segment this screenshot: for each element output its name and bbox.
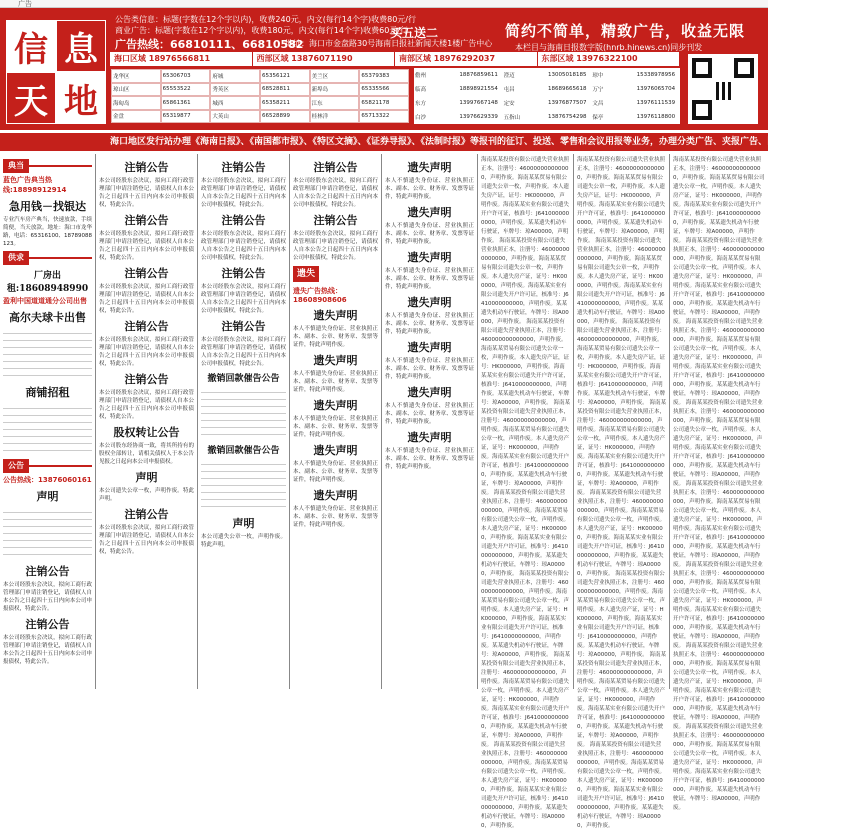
phone-cell: 68528811 [260,83,310,97]
ad-title: 注销公告 [25,618,70,631]
ad-title: 遗失声明 [313,354,358,367]
phone-cell: 15338978956 [636,72,676,78]
ad-title: 遗失声明 [313,399,358,412]
phone-cell: 新埠岛 [310,83,360,97]
section-hotline: 公告热线：13876060161 [3,476,92,484]
section-header-gonggao [3,459,92,473]
phone-table-regions [414,68,680,124]
ad-title: 厂房出租:18608948990 [6,271,89,294]
section-header-gongqiu [3,251,92,265]
phone-cell: 琼山区 [111,83,161,97]
ad-title: 遗失声明 [407,251,452,264]
ad-title: 遗失声明 [407,431,452,444]
ad-text: 本人不慎遗失身份证、营业执照正本、副本、公章、财务章、发票等证件，特此声明作废。 [293,326,378,348]
ad-title: 遗失声明 [407,296,452,309]
section-tag: 公告 [3,459,29,473]
ad-title: 遗失声明 [313,444,358,457]
ad-title: 注销公告 [124,161,169,174]
phone-cell: 65319877 [161,110,211,124]
phone-cell: 18898921554 [459,86,498,92]
ad-text: 本公司经股东会决议，拟向工商行政管理部门申请注销登记，请债权人自本公告之日起四十五日内向本公司申报债权，特此公告。 [99,337,194,367]
region-west: 西部区域 13876071190 [253,52,396,66]
ad-title: 注销公告 [313,161,358,174]
column-8 [670,154,768,811]
slogan: 简约不简单，精致广告，收益无限 [505,22,746,40]
phone-cell: 65553522 [161,83,211,97]
pricing-line-1: 公告类信息：标题(字数在12个字以内)，收费240元，内文(每行14个字)收费80元/行 [115,15,416,24]
phone-cell: 18876859611 [459,72,498,78]
ad-text: 本公司遗失公章一枚，声明作废。特此声明。 [99,488,194,502]
ad-text-block [3,506,92,560]
section-hotline: 遗失广告热线：18608908606 [293,287,347,304]
qr-code[interactable] [688,54,758,124]
yishi-stamp: 遗失 [293,266,319,282]
ad-title: 遗失声明 [313,309,358,322]
ad-text: 本人不慎遗失身份证、营业执照正本、副本、公章、财务章、发票等证件，特此声明作废。 [385,358,474,380]
ad-text: 本公司遗失公章一枚，声明作废。特此声明。 [201,534,286,548]
phone-cell: 秀英区 [210,83,260,97]
ad-text: 本公司经股东会决议，拟向工商行政管理部门申请注销登记，请债权人自本公告之日起四十五日内向本公司申报债权，特此公告。 [99,525,194,555]
ad-title: 注销公告 [124,320,169,333]
phone-cell: 屯昌 [503,87,515,93]
ad-title: 注销公告 [221,214,266,227]
phone-cell: 临高 [415,87,427,93]
phone-cell: 13976877507 [547,100,587,106]
ad-title: 注销公告 [124,373,169,386]
phone-cell: 65379383 [359,69,409,83]
phone-cell: 琼中 [592,73,604,79]
phone-cell: 13876754298 [547,114,587,120]
column-5 [382,154,478,689]
header-banner [0,8,768,130]
section-header-dianbao [3,159,92,173]
logo-char: 息 [56,20,106,72]
ad-text: 本人不慎遗失身份证、营业执照正本、副本、公章、财务章、发票等证件，特此声明作废。 [385,403,474,425]
phone-cell: 美兰区 [310,69,360,83]
phone-cell: 13976118800 [636,114,676,120]
ad-title: 声明 [135,471,158,484]
ad-text-block [3,402,92,456]
classified-body [0,154,768,829]
ad-title: 声明 [232,517,255,530]
section-tag: 供求 [3,251,29,265]
ad-title: 注销公告 [124,267,169,280]
phone-cell: 江东 [310,96,360,110]
logo [6,20,106,124]
phone-cell: 66528899 [260,110,310,124]
phone-cell: 65356121 [260,69,310,83]
ad-title: 注销公告 [124,214,169,227]
slogan-sub: 本栏目与海南日报数字版(hnrb.hinews.cn)同步刊发 [515,43,703,52]
ad-title: 注销公告 [221,320,266,333]
ad-title: 遗失声明 [313,489,358,502]
phone-table-haikou [110,68,410,124]
ad-text: 本公司经股东会决议，拟向工商行政管理部门申请注销登记，请债权人自本公告之日起四十五日内向本公司申报债权，特此公告。 [3,582,92,612]
ad-text: 本公司经股东会决议，拟向工商行政管理部门申请注销登记，请债权人自本公告之日起四十五日内向本公司申报债权，特此公告。 [99,390,194,420]
ad-text: 本公司经股东会决议，拟向工商行政管理部门申请注销登记，请债权人自本公告之日起四十五日内向本公司申报债权，特此公告。 [99,284,194,314]
ad-text: 本公司经股东会决议，拟向工商行政管理部门申请注销登记，请债权人自本公告之日起四十五日内向本公司申报债权，特此公告。 [99,178,194,208]
ad-text: 本公司股东经协商一致，将其所持有的股权全部转让，请相关债权人于本公告见报之日起向本公司申报债权。 [99,443,194,465]
logo-char: 信 [6,20,56,72]
ad-title: 商铺招租 [25,386,70,399]
ad-text: 本人不慎遗失身份证、营业执照正本、副本、公章、财务章、发票等证件，特此声明作废。 [385,178,474,200]
page-label: 广告 [18,0,32,8]
ad-text: 本人不慎遗失身份证、营业执照正本、副本、公章、财务章、发票等证件，特此声明作废。 [385,268,474,290]
phone-cell: 65861361 [161,96,211,110]
phone-cell: 65306703 [161,69,211,83]
ad-text: 本人不慎遗失身份证、营业执照正本、副本、公章、财务章、发票等证件，特此声明作废。 [293,506,378,528]
ad-text: 本人不慎遗失身份证、营业执照正本、副本、公章、财务章、发票等证件，特此声明作废。 [385,223,474,245]
notice-bar: 海口地区发行站办理《海南日报》、《南国都市报》、《特区文摘》、《证券导报》、《法制时报》等报刊的征订、投送、零售和会议用报等业务，办理分类广告、夹报广告、旧报回收及其它业务。 [0,133,768,151]
ad-title: 注销公告 [25,565,70,578]
ad-title: 注销公告 [221,161,266,174]
phone-cell: 65821178 [359,96,409,110]
column-4 [290,154,382,689]
ad-text: 本人不慎遗失身份证、营业执照正本、副本、公章、财务章、发票等证件，特此声明作废。 [385,448,474,470]
phone-cell: 保亭 [592,115,604,121]
ad-title: 急用钱－找银达 [9,200,86,213]
region-south: 南部区域 18976292037 [395,52,538,66]
phone-cell: 儋州 [415,73,427,79]
yishi-list: 海南某某投资有限公司遗失营业执照正本，注册号：460000000000000，声明作废。海南某某贸易有限公司遗失公章一枚，声明作废。本人遗失房产证，证号：HK000000，声明作废。海南某某实业有限公司遗失开户许可证，核准号：J6410000000000，声明作废。某某遗失机动车行驶证，车牌号：琼A00000，声明作废。 海南某某投资有限公司遗失营业执照正本，注册号：460000000000000，声明作废。海南某某贸易有限公司遗失公章一枚，声明作废。本人遗失房产证，证号：HK000000，声明作废。海南某某实业有限公司遗失开户许可证，核准号：J6410000000000，声明作废。某某遗失机动车行驶证，车牌号：琼A00000，声明作废。 海南某某投资有限公司遗失营业执照正本，注册号：460000000000000，声明作废。海南某某贸易有限公司遗失公章一枚，声明作废。本人遗失房产证，证号：HK000000，声明作废。海南某某实业有限公司遗失开户许可证，核准号：J6410000000000，声明作废。某某遗失机动车行驶证，车牌号：琼A00000，声明作废。 海南某某投资有限公司遗失营业执照正本，注册号：460000000000000，声明作废。海南某某贸易有限公司遗失公章一枚，声明作废。本人遗失房产证，证号：HK000000，声明作废。海南某某实业有限公司遗失开户许可证，核准号：J6410000000000，声明作废。某某遗失机动车行驶证，车牌号：琼A00000，声明作废。 海南某某投资有限公司遗失营业执照正本，注册号：460000000000000，声明作废。海南某某贸易有限公司遗失公章一枚，声明作废。本人遗失房产证，证号：HK000000，声明作废。海南某某实业有限公司遗失开户许可证，核准号：J6410000000000，声明作废。某某遗失机动车行驶证，车牌号：琼A00000，声明作废。 海南某某投资有限公司遗失营业执照正本，注册号：460000000000000，声明作废。海南某某贸易有限公司遗失公章一枚，声明作废。本人遗失房产证，证号：HK000000，声明作废。海南某某实业有限公司遗失开户许可证，核准号：J6410000000000，声明作废。某某遗失机动车行驶证，车牌号：琼A00000，声明作废。 海南某某投资有限公司遗失营业执照正本，注册号：460000000000000，声明作废。海南某某贸易有限公司遗失公章一枚，声明作废。本人遗失房产证，证号：HK000000，声明作废。海南某某实业有限公司遗失开户许可证，核准号：J6410000000000，声明作废。某某遗失机动车行驶证，车牌号：琼A00000，声明作废。 海南某某投资有限公司遗失营业执照正本，注册号：460000000000000，声明作废。海南某某贸易有限公司遗失公章一枚，声明作废。本人遗失房产证，证号：HK000000，声明作废。海南某某实业有限公司遗失开户许可证，核准号：J6410000000000，声明作废。某某遗失机动车行驶证，车牌号：琼A00000，声明作废。 [673,157,765,811]
ad-text: 本公司经股东会决议，拟向工商行政管理部门申请注销登记，请债权人自本公告之日起四十五日内向本公司申报债权，特此公告。 [201,337,286,367]
ad-text: 本公司经股东会决议，拟向工商行政管理部门申请注销登记，请债权人自本公告之日起四十五日内向本公司申报债权，特此公告。 [201,231,286,261]
phone-cell: 13976065704 [636,86,676,92]
ad-title: 注销公告 [124,508,169,521]
phone-cell: 白沙 [415,115,427,121]
ad-title: 遗失声明 [407,341,452,354]
ad-title: 注销公告 [313,214,358,227]
phone-cell: 13976111539 [636,100,676,106]
section-hotline: 蓝色广告典当热线:18898912914 [3,176,67,194]
ad-text: 本人不慎遗失身份证、营业执照正本、副本、公章、财务章、发票等证件，特此声明作废。 [293,461,378,483]
region-east: 东部区域 13976322100 [538,52,681,66]
ad-title: 遗失声明 [407,206,452,219]
phone-cell: 13976629339 [459,114,498,120]
ad-text: 本公司经股东会决议，拟向工商行政管理部门申请注销登记，请债权人自本公告之日起四十五日内向本公司申报债权，特此公告。 [201,178,286,208]
column-2 [96,154,198,689]
ad-text: 本公司经股东会决议，拟向工商行政管理部门申请注销登记，请债权人自本公告之日起四十五日内向本公司申报债权，特此公告。 [3,635,92,665]
ad-title: 遗失声明 [407,386,452,399]
logo-char: 地 [56,72,106,124]
phone-cell: 65358211 [260,96,310,110]
section-tag: 典当 [3,159,29,173]
phone-cell: 城西 [210,96,260,110]
ad-title: 注销公告 [221,267,266,280]
phone-cell: 万宁 [592,87,604,93]
page-label-strip [0,0,768,8]
phone-cell: 府城 [210,69,260,83]
ad-title: 撤销回款催告公告 [207,446,280,456]
ad-text: 本公司经股东会决议，拟向工商行政管理部门申请注销登记，请债权人自本公告之日起四十五日内向本公司申报债权，特此公告。 [293,231,378,261]
ad-title: 撤销回款催告公告 [207,374,280,384]
ad-text: 本公司经股东会决议，拟向工商行政管理部门申请注销登记，请债权人自本公告之日起四十五日内向本公司申报债权，特此公告。 [293,178,378,208]
hotline: 广告热线：66810111、66810582 [115,38,304,51]
phone-cell: 桂林洋 [310,110,360,124]
ad-text: 本公司经股东会决议，拟向工商行政管理部门申请注销登记，请债权人自本公告之日起四十五日内向本公司申报债权，特此公告。 [201,284,286,314]
phone-cell: 13997667148 [459,100,498,106]
phone-cell: 文昌 [592,101,604,107]
ad-text-block [201,386,286,440]
ad-text-block [201,458,286,512]
ad-text: 专业汽车房产典当，快速放款，手续简便，当天放款。地址：海口市龙华路，电话：65316100、18789088123。 [3,217,92,247]
phone-cell: 金盘 [111,110,161,124]
pricing-line-2: 商业广告：标题(字数在12个字以内)，收费180元，内文(每行14个字)收费60元/行 [115,26,408,35]
phone-cell: 五指山 [503,115,521,121]
phone-cell: 65713322 [359,110,409,124]
column-7 [574,154,670,829]
ad-text: 本公司经股东会决议，拟向工商行政管理部门申请注销登记，请债权人自本公告之日起四十五日内向本公司申报债权，特此公告。 [99,231,194,261]
region-haikou: 海口区域 18976566811 [110,52,253,66]
yishi-list: 海南某某投资有限公司遗失营业执照正本，注册号：460000000000000，声明作废。海南某某贸易有限公司遗失公章一枚，声明作废。本人遗失房产证，证号：HK000000，声明作废。海南某某实业有限公司遗失开户许可证，核准号：J6410000000000，声明作废。某某遗失机动车行驶证，车牌号：琼A00000，声明作废。 海南某某投资有限公司遗失营业执照正本，注册号：460000000000000，声明作废。海南某某贸易有限公司遗失公章一枚，声明作废。本人遗失房产证，证号：HK000000，声明作废。海南某某实业有限公司遗失开户许可证，核准号：J6410000000000，声明作废。某某遗失机动车行驶证，车牌号：琼A00000，声明作废。 海南某某投资有限公司遗失营业执照正本，注册号：460000000000000，声明作废。海南某某贸易有限公司遗失公章一枚，声明作废。本人遗失房产证，证号：HK000000，声明作废。海南某某实业有限公司遗失开户许可证，核准号：J6410000000000，声明作废。某某遗失机动车行驶证，车牌号：琼A00000，声明作废。 海南某某投资有限公司遗失营业执照正本，注册号：460000000000000，声明作废。海南某某贸易有限公司遗失公章一枚，声明作废。本人遗失房产证，证号：HK000000，声明作废。海南某某实业有限公司遗失开户许可证，核准号：J6410000000000，声明作废。某某遗失机动车行驶证，车牌号：琼A00000，声明作废。 海南某某投资有限公司遗失营业执照正本，注册号：460000000000000，声明作废。海南某某贸易有限公司遗失公章一枚，声明作废。本人遗失房产证，证号：HK000000，声明作废。海南某某实业有限公司遗失开户许可证，核准号：J6410000000000，声明作废。某某遗失机动车行驶证，车牌号：琼A00000，声明作废。 海南某某投资有限公司遗失营业执照正本，注册号：460000000000000，声明作废。海南某某贸易有限公司遗失公章一枚，声明作废。本人遗失房产证，证号：HK000000，声明作废。海南某某实业有限公司遗失开户许可证，核准号：J6410000000000，声明作废。某某遗失机动车行驶证，车牌号：琼A00000，声明作废。 海南某某投资有限公司遗失营业执照正本，注册号：460000000000000，声明作废。海南某某贸易有限公司遗失公章一枚，声明作废。本人遗失房产证，证号：HK000000，声明作废。海南某某实业有限公司遗失开户许可证，核准号：J6410000000000，声明作废。某某遗失机动车行驶证，车牌号：琼A00000，声明作废。 海南某某投资有限公司遗失营业执照正本，注册号：460000000000000，声明作废。海南某某贸易有限公司遗失公章一枚，声明作废。本人遗失房产证，证号：HK000000，声明作废。海南某某实业有限公司遗失开户许可证，核准号：J6410000000000，声明作废。某某遗失机动车行驶证，车牌号：琼A00000，声明作废。 [577,157,667,829]
region-bar [110,52,680,66]
yishi-list: 海南某某投资有限公司遗失营业执照正本，注册号：460000000000000，声明作废。海南某某贸易有限公司遗失公章一枚，声明作废。本人遗失房产证，证号：HK000000，声明作废。海南某某实业有限公司遗失开户许可证，核准号：J6410000000000，声明作废。某某遗失机动车行驶证，车牌号：琼A00000，声明作废。 海南某某投资有限公司遗失营业执照正本，注册号：460000000000000，声明作废。海南某某贸易有限公司遗失公章一枚，声明作废。本人遗失房产证，证号：HK000000，声明作废。海南某某实业有限公司遗失开户许可证，核准号：J6410000000000，声明作废。某某遗失机动车行驶证，车牌号：琼A00000，声明作废。 海南某某投资有限公司遗失营业执照正本，注册号：460000000000000，声明作废。海南某某贸易有限公司遗失公章一枚，声明作废。本人遗失房产证，证号：HK000000，声明作废。海南某某实业有限公司遗失开户许可证，核准号：J6410000000000，声明作废。某某遗失机动车行驶证，车牌号：琼A00000，声明作废。 海南某某投资有限公司遗失营业执照正本，注册号：460000000000000，声明作废。海南某某贸易有限公司遗失公章一枚，声明作废。本人遗失房产证，证号：HK000000，声明作废。海南某某实业有限公司遗失开户许可证，核准号：J6410000000000，声明作废。某某遗失机动车行驶证，车牌号：琼A00000，声明作废。 海南某某投资有限公司遗失营业执照正本，注册号：460000000000000，声明作废。海南某某贸易有限公司遗失公章一枚，声明作废。本人遗失房产证，证号：HK000000，声明作废。海南某某实业有限公司遗失开户许可证，核准号：J6410000000000，声明作废。某某遗失机动车行驶证，车牌号：琼A00000，声明作废。 海南某某投资有限公司遗失营业执照正本，注册号：460000000000000，声明作废。海南某某贸易有限公司遗失公章一枚，声明作废。本人遗失房产证，证号：HK000000，声明作废。海南某某实业有限公司遗失开户许可证，核准号：J6410000000000，声明作废。某某遗失机动车行驶证，车牌号：琼A00000，声明作废。 海南某某投资有限公司遗失营业执照正本，注册号：460000000000000，声明作废。海南某某贸易有限公司遗失公章一枚，声明作废。本人遗失房产证，证号：HK000000，声明作废。海南某某实业有限公司遗失开户许可证，核准号：J6410000000000，声明作废。某某遗失机动车行驶证，车牌号：琼A00000，声明作废。 海南某某投资有限公司遗失营业执照正本，注册号：460000000000000，声明作废。海南某某贸易有限公司遗失公章一枚，声明作废。本人遗失房产证，证号：HK000000，声明作废。海南某某实业有限公司遗失开户许可证，核准号：J6410000000000，声明作废。某某遗失机动车行驶证，车牌号：琼A00000，声明作废。 [481,157,571,829]
ad-text: 本人不慎遗失身份证、营业执照正本、副本、公章、财务章、发票等证件，特此声明作废。 [293,371,378,393]
column-6 [478,154,574,829]
ad-title: 遗失声明 [407,161,452,174]
phone-cell: 定安 [503,101,515,107]
ad-title: 声明 [36,490,59,503]
column-1 [0,154,96,689]
address: 地址：海口市金盘路30号海南日报社新闻大楼1楼广告中心 [285,39,493,48]
ad-subtitle: 盈利中国道道通分公司出售 [3,297,87,305]
ad-title: 高尔夫球卡出售 [9,311,86,324]
phone-cell: 65335566 [359,83,409,97]
promo-badge: 买五送二 [390,26,439,40]
phone-cell: 18689665618 [547,86,587,92]
column-3 [198,154,290,689]
ad-text-block [3,327,92,381]
phone-cell: 龙华区 [111,69,161,83]
phone-cell: 13005018185 [547,72,587,78]
logo-char: 天 [6,72,56,124]
phone-cell: 海甸岛 [111,96,161,110]
ad-text: 本人不慎遗失身份证、营业执照正本、副本、公章、财务章、发票等证件，特此声明作废。 [385,313,474,335]
yishi-banner [293,266,378,282]
phone-cell: 大英山 [210,110,260,124]
ad-title: 股权转让公告 [113,426,180,439]
ad-text: 本人不慎遗失身份证、营业执照正本、副本、公章、财务章、发票等证件，特此声明作废。 [293,416,378,438]
phone-cell: 澄迈 [503,73,515,79]
phone-cell: 东方 [415,101,427,107]
